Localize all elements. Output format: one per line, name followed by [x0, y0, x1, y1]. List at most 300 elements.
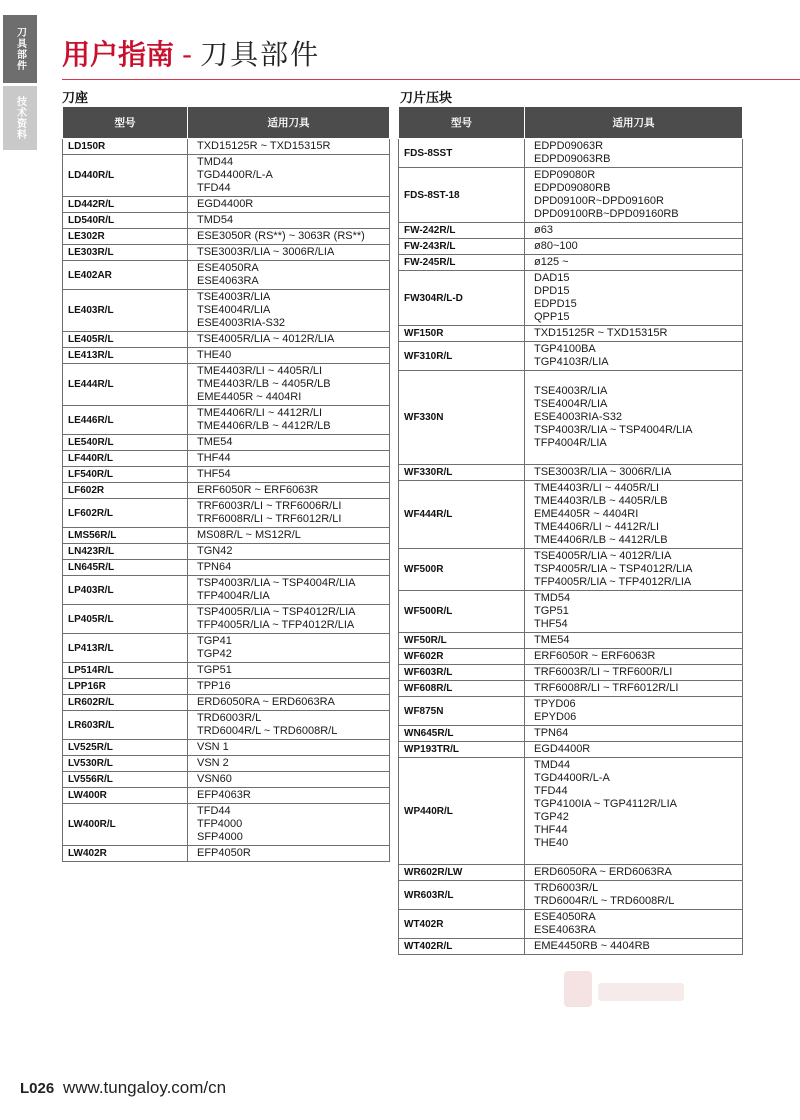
model-cell: LMS56R/L [63, 528, 188, 544]
table-row [63, 483, 390, 499]
tool-line: EME4450RB ~ 4404RB [534, 940, 650, 952]
side-tab-tool-parts[interactable] [3, 15, 37, 83]
table-row [63, 740, 390, 756]
table-row [63, 213, 390, 229]
tool-line: TSE4005R/LIA ~ 4012R/LIA [534, 550, 672, 562]
model-cell: LP403R/L [63, 576, 188, 605]
table-row [63, 499, 390, 528]
tool-line: TRD6003R/L [197, 712, 262, 724]
tool-line: TFP4000 [197, 818, 243, 830]
table-row [63, 290, 390, 332]
tools-cell [525, 649, 743, 665]
table-row [399, 465, 743, 481]
tool-line: TSE4003R/LIA [197, 291, 271, 303]
tools-cell [525, 223, 743, 239]
model-cell: LE403R/L [63, 290, 188, 332]
side-tab-technical-data[interactable] [3, 86, 37, 150]
tool-line: TSE4005R/LIA ~ 4012R/LIA [197, 333, 335, 345]
page-number: L026 [20, 1080, 55, 1097]
tools-cell [188, 499, 390, 528]
tool-line: ESE4063RA [534, 924, 596, 936]
tool-line: QPP15 [534, 311, 570, 323]
tool-line: TME4406R/LB ~ 4412R/LB [197, 420, 331, 432]
tool-line: THF54 [197, 468, 231, 480]
column-header-model: 型号 [399, 107, 525, 139]
tool-line: TRF6008R/LI ~ TRF6012R/LI [534, 682, 679, 694]
tool-line: TPP16 [197, 680, 231, 692]
table-row [399, 239, 743, 255]
model-cell: WF608R/L [399, 681, 525, 697]
model-cell: WF500R/L [399, 591, 525, 633]
table-row [399, 549, 743, 591]
tool-line: ø80~100 [534, 240, 578, 252]
tool-line: THE40 [534, 837, 569, 849]
tools-cell [525, 239, 743, 255]
tool-line: TME4403R/LI ~ 4405R/LI [534, 482, 660, 494]
model-cell: WF500R [399, 549, 525, 591]
tools-cell [188, 435, 390, 451]
table-row [399, 223, 743, 239]
tools-cell [188, 740, 390, 756]
tool-line: TME4403R/LI ~ 4405R/LI [197, 365, 323, 377]
table-row [399, 697, 743, 726]
table-row [63, 804, 390, 846]
tools-cell [525, 881, 743, 910]
tools-cell [525, 549, 743, 591]
tool-line: TGP42 [534, 811, 569, 823]
tool-line: MS08R/L ~ MS12R/L [197, 529, 301, 541]
table-row [399, 271, 743, 326]
tools-cell [188, 711, 390, 740]
clamp-table [398, 106, 743, 955]
table-row [63, 663, 390, 679]
tool-line: TPYD06 [534, 698, 576, 710]
model-cell: LP405R/L [63, 605, 188, 634]
table-row [399, 633, 743, 649]
website-link[interactable]: www.tungaloy.com/cn [62, 1078, 227, 1097]
model-cell: WP440R/L [399, 758, 525, 865]
tool-line: THF44 [197, 452, 231, 464]
tools-cell [525, 342, 743, 371]
tool-line: ESE4050RA [197, 262, 259, 274]
model-cell: WF603R/L [399, 665, 525, 681]
model-cell: LF540R/L [63, 467, 188, 483]
tools-cell [188, 772, 390, 788]
tool-line: TPN64 [534, 727, 569, 739]
model-cell: FDS-8SST [399, 139, 525, 168]
model-cell: LP413R/L [63, 634, 188, 663]
tool-line: TFD44 [197, 805, 231, 817]
model-cell: LR603R/L [63, 711, 188, 740]
tool-line: TGD4400R/L-A [534, 772, 610, 784]
model-cell: LD540R/L [63, 213, 188, 229]
tool-line: TPN64 [197, 561, 232, 573]
tools-cell [525, 591, 743, 633]
model-cell: LE444R/L [63, 364, 188, 406]
model-cell: WP193TR/L [399, 742, 525, 758]
tools-cell [188, 213, 390, 229]
table-row [399, 726, 743, 742]
table-row [399, 649, 743, 665]
tool-line: THE40 [197, 349, 232, 361]
tool-line: TME4406R/LI ~ 4412R/LI [534, 521, 660, 533]
model-cell: LV556R/L [63, 772, 188, 788]
model-cell: LE302R [63, 229, 188, 245]
tool-line: EGD4400R [534, 743, 591, 755]
title-main: 用户指南 [62, 38, 175, 71]
tool-line: TFD44 [197, 182, 231, 194]
model-cell: WT402R [399, 910, 525, 939]
tool-line: TGP4100BA [534, 343, 596, 355]
tool-line: ERD6050RA ~ ERD6063RA [197, 696, 335, 708]
tool-line: TGP41 [197, 635, 232, 647]
table-row [63, 139, 390, 155]
tools-cell [188, 290, 390, 332]
model-cell: LV525R/L [63, 740, 188, 756]
clamp-table-body [399, 139, 743, 955]
tool-line: TGP4103R/LIA [534, 356, 609, 368]
tool-line: ø125 ~ [534, 256, 569, 268]
model-cell: LE405R/L [63, 332, 188, 348]
tools-cell [525, 758, 743, 865]
table-row [63, 348, 390, 364]
tool-line: TGP51 [197, 664, 232, 676]
model-cell: LF440R/L [63, 451, 188, 467]
tools-cell [188, 197, 390, 213]
tool-line: TGP51 [534, 605, 569, 617]
tool-line: EDPD15 [534, 298, 577, 310]
model-cell: LD440R/L [63, 155, 188, 197]
tool-line: THF54 [534, 618, 568, 630]
tool-line: EDPD09063RB [534, 153, 611, 165]
tools-cell [188, 846, 390, 862]
tool-line: EDP09080R [534, 169, 596, 181]
table-row [399, 758, 743, 865]
tool-line: TSE3003R/LIA ~ 3006R/LIA [534, 466, 672, 478]
tool-line: TME54 [197, 436, 233, 448]
tool-line: EME4405R ~ 4404RI [197, 391, 302, 403]
tool-line: ERF6050R ~ ERF6063R [534, 650, 656, 662]
model-cell: LPP16R [63, 679, 188, 695]
model-cell: LE540R/L [63, 435, 188, 451]
tool-line [534, 850, 742, 863]
tool-line: VSN 2 [197, 757, 229, 769]
tool-line: DPD15 [534, 285, 570, 297]
table-row [399, 865, 743, 881]
tools-cell [188, 804, 390, 846]
page-footer [20, 1078, 226, 1098]
table-row [63, 695, 390, 711]
tool-line [534, 450, 742, 463]
table-row [63, 245, 390, 261]
table-row [63, 528, 390, 544]
table-row [399, 255, 743, 271]
model-cell: FW304R/L-D [399, 271, 525, 326]
model-cell: FDS-8ST-18 [399, 168, 525, 223]
tool-line: TMD54 [534, 592, 571, 604]
table-row [63, 451, 390, 467]
tool-line: ERD6050RA ~ ERD6063RA [534, 866, 672, 878]
side-tab-label: 刀具部件 [14, 27, 26, 71]
tools-cell [188, 576, 390, 605]
tools-cell [188, 332, 390, 348]
table-row [399, 342, 743, 371]
tool-line: TSE4003R/LIA [534, 385, 608, 397]
tools-cell [188, 261, 390, 290]
table-row [399, 326, 743, 342]
tool-line: TME4406R/LB ~ 4412R/LB [534, 534, 668, 546]
tools-cell [188, 634, 390, 663]
section-title-holders: 刀座 [62, 91, 89, 106]
model-cell: LF602R [63, 483, 188, 499]
table-row [63, 679, 390, 695]
tools-cell [525, 939, 743, 955]
model-cell: LE303R/L [63, 245, 188, 261]
tool-line: EFP4050R [197, 847, 251, 859]
table-row [63, 406, 390, 435]
table-row [63, 576, 390, 605]
tool-line: TME4403R/LB ~ 4405R/LB [197, 378, 331, 390]
table-header-row [63, 107, 390, 139]
table-row [63, 435, 390, 451]
tool-line: EDPD09080RB [534, 182, 611, 194]
tool-line: ESE3050R (RS**) ~ 3063R (RS**) [197, 230, 365, 242]
tool-line: TRF6003R/LI ~ TRF6006R/LI [197, 500, 342, 512]
tool-line: VSN60 [197, 773, 232, 785]
title-separator: - [182, 38, 193, 71]
tool-line: TXD15125R ~ TXD15315R [197, 140, 331, 152]
tools-cell [525, 742, 743, 758]
tool-line: TRF6008R/LI ~ TRF6012R/LI [197, 513, 342, 525]
section-title-clamps: 刀片压块 [400, 91, 453, 106]
tool-line: TGP4100IA ~ TGP4112R/LIA [534, 798, 677, 810]
tools-cell [188, 756, 390, 772]
model-cell: LE446R/L [63, 406, 188, 435]
page-title [62, 38, 320, 72]
tools-cell [188, 245, 390, 261]
tool-line: VSN 1 [197, 741, 229, 753]
tools-cell [188, 467, 390, 483]
tools-cell [188, 695, 390, 711]
tools-cell [525, 271, 743, 326]
tool-line: SFP4000 [197, 831, 243, 843]
table-row [399, 168, 743, 223]
table-row [63, 155, 390, 197]
holder-table [62, 106, 390, 862]
model-cell: WF602R [399, 649, 525, 665]
tool-line: TRD6004R/L ~ TRD6008R/L [534, 895, 675, 907]
tool-line: ERF6050R ~ ERF6063R [197, 484, 319, 496]
tool-line: TSE3003R/LIA ~ 3006R/LIA [197, 246, 335, 258]
model-cell: WF330R/L [399, 465, 525, 481]
model-cell: LV530R/L [63, 756, 188, 772]
tools-cell [188, 155, 390, 197]
tool-line: TSE4004R/LIA [534, 398, 608, 410]
tool-line: TGD4400R/L-A [197, 169, 273, 181]
table-row [399, 910, 743, 939]
model-cell: LE402AR [63, 261, 188, 290]
table-row [63, 772, 390, 788]
table-row [63, 788, 390, 804]
tools-cell [525, 910, 743, 939]
tool-line: TSP4005R/LIA ~ TSP4012R/LIA [534, 563, 693, 575]
page-header [62, 38, 800, 80]
table-row [63, 261, 390, 290]
tools-cell [188, 451, 390, 467]
tools-cell [188, 483, 390, 499]
tool-line: TME54 [534, 634, 570, 646]
tool-line: TSP4003R/LIA ~ TSP4004R/LIA [534, 424, 693, 436]
tools-cell [525, 481, 743, 549]
table-row [63, 634, 390, 663]
model-cell: LN423R/L [63, 544, 188, 560]
tool-line: TSP4003R/LIA ~ TSP4004R/LIA [197, 577, 356, 589]
table-row [399, 591, 743, 633]
tools-cell [188, 788, 390, 804]
model-cell: FW-242R/L [399, 223, 525, 239]
tool-line: TSP4005R/LIA ~ TSP4012R/LIA [197, 606, 356, 618]
tool-line: DPD09100RB~DPD09160RB [534, 208, 679, 220]
tool-line: TFP4004R/LIA [197, 590, 270, 602]
model-cell: LP514R/L [63, 663, 188, 679]
table-row [63, 332, 390, 348]
model-cell: WF444R/L [399, 481, 525, 549]
tool-line: TRD6003R/L [534, 882, 599, 894]
table-row [63, 544, 390, 560]
table-row [63, 560, 390, 576]
tool-line: ø63 [534, 224, 553, 236]
tools-cell [188, 560, 390, 576]
tools-cell [525, 465, 743, 481]
tool-line: TSE4004R/LIA [197, 304, 271, 316]
tools-cell [188, 663, 390, 679]
table-row [399, 139, 743, 168]
tools-cell [525, 139, 743, 168]
model-cell: WF310R/L [399, 342, 525, 371]
tools-cell [525, 168, 743, 223]
tools-cell [188, 544, 390, 560]
model-cell: LW402R [63, 846, 188, 862]
tool-line: TME4403R/LB ~ 4405R/LB [534, 495, 668, 507]
model-cell: LW400R/L [63, 804, 188, 846]
tool-line: EFP4063R [197, 789, 251, 801]
model-cell: WF50R/L [399, 633, 525, 649]
tools-cell [188, 406, 390, 435]
tool-line: TME4406R/LI ~ 4412R/LI [197, 407, 323, 419]
table-row [399, 665, 743, 681]
model-cell: LW400R [63, 788, 188, 804]
tools-cell [188, 605, 390, 634]
tool-line: TRD6004R/L ~ TRD6008R/L [197, 725, 338, 737]
table-header-row [399, 107, 743, 139]
tool-line: ESE4003RIA-S32 [197, 317, 286, 329]
tools-cell [188, 364, 390, 406]
tool-line: ESE4050RA [534, 911, 596, 923]
tool-line: TMD44 [534, 759, 571, 771]
table-row [63, 467, 390, 483]
model-cell: WF875N [399, 697, 525, 726]
model-cell: LF602R/L [63, 499, 188, 528]
tool-line: TFD44 [534, 785, 568, 797]
tools-cell [188, 229, 390, 245]
tool-line: DPD09100R~DPD09160R [534, 195, 664, 207]
tools-cell [525, 697, 743, 726]
tools-cell [188, 528, 390, 544]
tool-line: TFP4005R/LIA ~ TFP4012R/LIA [197, 619, 355, 631]
tool-line: TFP4005R/LIA ~ TFP4012R/LIA [534, 576, 692, 588]
table-row [63, 605, 390, 634]
tools-cell [525, 665, 743, 681]
model-cell: LD442R/L [63, 197, 188, 213]
model-cell: LE413R/L [63, 348, 188, 364]
title-sub: 刀具部件 [200, 38, 321, 71]
tool-line: TRF6003R/LI ~ TRF600R/LI [534, 666, 673, 678]
tools-cell [525, 633, 743, 649]
table-row [399, 371, 743, 465]
tools-cell [525, 726, 743, 742]
model-cell: LR602R/L [63, 695, 188, 711]
side-tab-label: 技术资料 [14, 96, 26, 140]
holder-table-body [63, 139, 390, 862]
tools-cell [525, 865, 743, 881]
model-cell: WN645R/L [399, 726, 525, 742]
tool-line: TMD54 [197, 214, 234, 226]
model-cell: WR602R/LW [399, 865, 525, 881]
tools-cell [188, 139, 390, 155]
model-cell: WR603R/L [399, 881, 525, 910]
tool-line: TFP4004R/LIA [534, 437, 607, 449]
table-row [63, 756, 390, 772]
watermark-logo [560, 965, 690, 1017]
tools-cell [525, 326, 743, 342]
table-row [63, 846, 390, 862]
tool-line: EPYD06 [534, 711, 577, 723]
tools-cell [525, 681, 743, 697]
tools-cell [525, 255, 743, 271]
table-row [399, 742, 743, 758]
tool-line: ESE4063RA [197, 275, 259, 287]
tool-line: ESE4003RIA-S32 [534, 411, 623, 423]
table-row [399, 481, 743, 549]
tool-line: EGD4400R [197, 198, 254, 210]
tools-cell [188, 679, 390, 695]
column-header-tools: 适用刀具 [525, 107, 743, 139]
model-cell: WT402R/L [399, 939, 525, 955]
column-header-model: 型号 [63, 107, 188, 139]
column-header-tools: 适用刀具 [188, 107, 390, 139]
tool-line: THF44 [534, 824, 568, 836]
tool-line: EDPD09063R [534, 140, 604, 152]
tool-line [534, 372, 742, 385]
table-row [63, 364, 390, 406]
tools-cell [525, 371, 743, 465]
tool-line: TXD15125R ~ TXD15315R [534, 327, 668, 339]
tool-line: DAD15 [534, 272, 570, 284]
model-cell: LD150R [63, 139, 188, 155]
model-cell: FW-243R/L [399, 239, 525, 255]
table-row [399, 881, 743, 910]
tool-line: EME4405R ~ 4404RI [534, 508, 639, 520]
tool-line: TMD44 [197, 156, 234, 168]
tool-line: TGP42 [197, 648, 232, 660]
table-row [399, 681, 743, 697]
tool-line: TGN42 [197, 545, 233, 557]
table-row [63, 197, 390, 213]
model-cell: LN645R/L [63, 560, 188, 576]
model-cell: WF150R [399, 326, 525, 342]
model-cell: WF330N [399, 371, 525, 465]
table-row [63, 711, 390, 740]
